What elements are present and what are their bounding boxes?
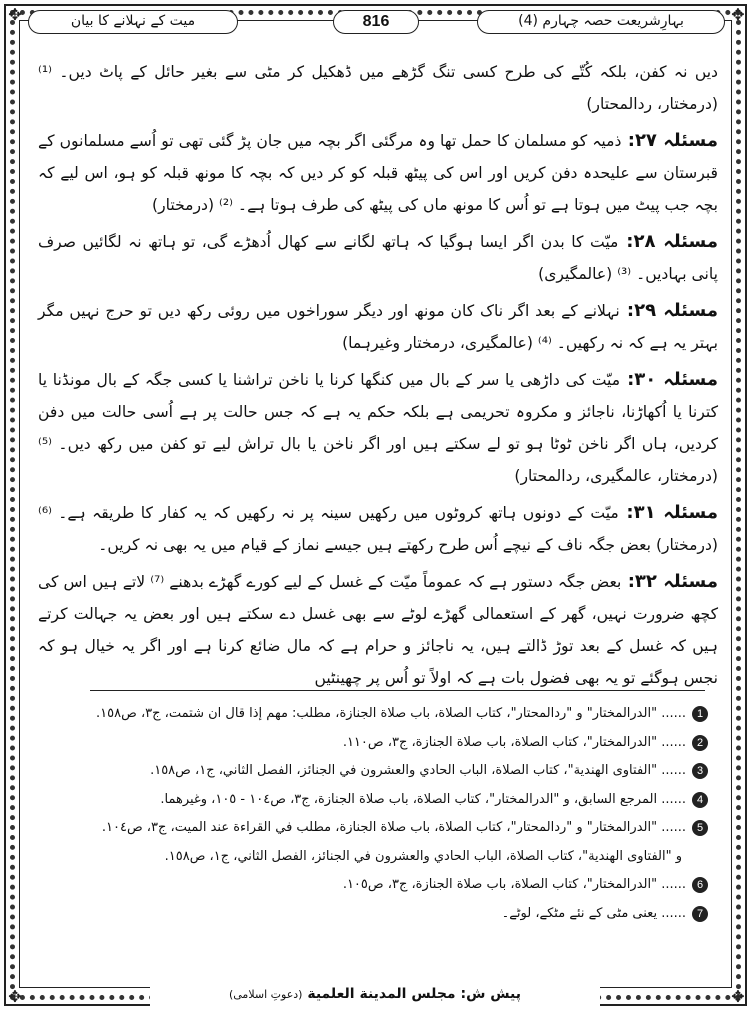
footnote-divider bbox=[90, 690, 705, 691]
footnotes bbox=[40, 700, 708, 928]
footnote-text: ...... "الدرالمختار" و "ردالمحتار"، كتاب الصلاة، باب صلاة الجنازة، مطلب في القراءة عند الميت، ج٣، ص١٠٤. bbox=[101, 820, 686, 835]
paragraph-text: میّت کا بدن اگر ایسا ہوگیا کہ ہاتھ لگانے سے کھال اُدھڑے گی، تو ہاتھ نہ لگائیں صرف پانی بہادیں۔ ⁽³⁾ (عالمگیری) bbox=[38, 233, 718, 283]
footnote-number: 5 bbox=[692, 820, 708, 836]
masala-label: مسئلہ ۲۸: bbox=[618, 231, 718, 252]
footnote-number: 7 bbox=[692, 906, 708, 922]
paragraph-text: میّت کے دونوں ہاتھ کروٹوں میں رکھیں سینہ پر نہ رکھیں کہ یہ کفار کا طریقہ ہے۔ ⁽⁶⁾ (درمختار) بعض جگہ ناف کے نیچے اُس طرح رکھتے ہیں جیسے نماز کے قیام میں یہ بھی نہ کریں۔ bbox=[38, 504, 718, 554]
paragraph bbox=[38, 497, 718, 561]
paragraph-text: میّت کی داڑھی یا سر کے بال میں کنگھا کرنا یا ناخن تراشنا یا کسی جگہ کے بال مونڈنا یا کترنا یا اُکھاڑنا، ناجائز و مکروہ تحریمی ہے بلکہ حکم یہ ہے کہ جس حالت پر ہے اُسی حالت میں دفن کردیں، ہاں اگر ناخن ٹوٹا ہو تو لے سکتے ہیں اور اگر ناخن یا بال تراش لیے تو کفن میں رکھ دیں۔ ⁽⁵⁾ (درمختار، عالمگیری، ردالمحتار) bbox=[38, 371, 718, 485]
book-title: بہارِشریعت حصہ چہارم (4) bbox=[477, 10, 725, 34]
paragraph-text: بعض جگہ دستور ہے کہ عموماً میّت کے غسل کے لیے کورے گھڑے بدھنے ⁽⁷⁾ لاتے ہیں اس کی کچھ ضرورت نہیں، گھر کے استعمالی گھڑے لوٹے سے بھی غسل دے سکتے ہیں اور بعض یہ جہالت کرتے ہیں کہ غسل کے بعد توڑ ڈالتے ہیں، یہ ناجائز و حرام ہے کہ مال ضائع کرنا ہے اور اگر یہ خیال ہو کہ نجس ہوگئے تو یہ بھی فضول بات ہے کہ اولاً تو اُس پر چھینٹیں bbox=[38, 573, 718, 687]
page-number: 816 bbox=[333, 10, 419, 34]
page-header bbox=[28, 8, 725, 36]
masala-label: مسئلہ ۳۱: bbox=[618, 502, 718, 523]
footnote-number: 2 bbox=[692, 735, 708, 751]
footnote bbox=[40, 871, 708, 900]
main-text bbox=[38, 56, 719, 687]
footnote-continuation: و "الفتاوى الهندية"، كتاب الصلاة، الباب الحادي والعشرون في الجنائز، الفصل الثاني، ج١، ص١٥٨. bbox=[164, 848, 682, 864]
paragraph-text: نہلانے کے بعد اگر ناک کان مونھ اور دیگر سوراخوں میں روئی رکھ دیں تو حرج نہیں مگر بہتر یہ ہے کہ نہ رکھیں۔ ⁽⁴⁾ (عالمگیری، درمختار وغیرہما) bbox=[38, 302, 718, 352]
footnote bbox=[40, 729, 708, 758]
corner-ornament-icon: ✥ bbox=[731, 5, 745, 24]
masala-label: مسئلہ ۲۷: bbox=[621, 130, 718, 151]
footnote-text: ...... "الدرالمختار" و "ردالمحتار"، كتاب الصلاة، باب صلاة الجنازة، مطلب: مهم إذا قال ان شتمت، ج٣، ص١٥٨. bbox=[96, 706, 686, 721]
footnote-number: 4 bbox=[692, 792, 708, 808]
footnote-text: ...... "الفتاوى الهندية"، كتاب الصلاة، الباب الحادي والعشرون في الجنائز، الفصل الثاني، ج١، ص١٥٨. bbox=[150, 763, 686, 778]
footnote bbox=[40, 786, 708, 815]
paragraph bbox=[38, 566, 718, 694]
footnote-text: ...... "الدرالمختار"، كتاب الصلاة، باب صلاة الجنازة، ج٣، ص١١٠. bbox=[342, 734, 686, 750]
paragraph bbox=[38, 226, 718, 290]
footnote-text: ...... المرجع السابق، و "الدرالمختار"، كتاب الصلاة، باب صلاة الجنازة، ج٣، ص١٠٤ - ١٠٥، وغيرهما. bbox=[160, 791, 686, 807]
paragraph bbox=[38, 56, 718, 120]
footnote bbox=[40, 700, 708, 729]
masala-label: مسئلہ ۳۰: bbox=[620, 369, 718, 390]
paragraph-text: ذمیہ کو مسلمان کا حمل تھا وہ مرگئی اگر بچہ میں جان پڑ گئی تھی تو اُسے مسلمانوں کے قبرستان سے علیحدہ دفن کریں اور اس کی پیٹھ قبلہ کو کر دیں کہ بچہ کا مونھ قبلہ کو ہو، اس لیے کہ بچہ جب پیٹ میں ہوتا ہے تو اُس کا مونھ ماں کی پیٹھ کی طرف ہوتا ہے۔ ⁽²⁾ (درمختار) bbox=[38, 132, 718, 214]
footnote bbox=[40, 814, 708, 843]
chapter-title: میت کے نہلانے کا بیان bbox=[28, 10, 238, 34]
footnote-number: 1 bbox=[692, 706, 708, 722]
masala-label: مسئلہ ۲۹: bbox=[619, 300, 718, 321]
page-footer bbox=[150, 982, 600, 1006]
paragraph bbox=[38, 364, 718, 492]
publisher-name: مجلس المدينة العلمية bbox=[307, 986, 456, 1002]
footnote bbox=[40, 757, 708, 786]
paragraph bbox=[38, 295, 718, 359]
footnote-text: ...... یعنی مٹی کے نئے مٹکے، لوٹے۔ bbox=[501, 905, 686, 921]
masala-label: مسئلہ ۳۲: bbox=[621, 571, 719, 592]
footnote-number: 6 bbox=[692, 877, 708, 893]
corner-ornament-icon: ✥ bbox=[8, 5, 22, 24]
footnote-number: 3 bbox=[692, 763, 708, 779]
publisher-sub: (دعوتِ اسلامی) bbox=[228, 988, 303, 1001]
paragraph bbox=[38, 125, 718, 221]
corner-ornament-icon: ✥ bbox=[731, 987, 745, 1006]
footnote-text: ...... "الدرالمختار"، كتاب الصلاة، باب صلاة الجنازة، ج٣، ص١٠٥. bbox=[342, 877, 686, 892]
footer-label: پیش ش: bbox=[460, 986, 522, 1002]
paragraph-text: دیں نہ کفن، بلکہ کُتّے کی طرح کسی تنگ گڑھے میں ڈھکیل کر مٹی سے بغیر حائل کے پاٹ دیں۔ ⁽¹⁾ (درمختار، ردالمحتار) bbox=[38, 63, 718, 113]
footnote bbox=[40, 900, 708, 929]
corner-ornament-icon: ✥ bbox=[8, 987, 22, 1006]
